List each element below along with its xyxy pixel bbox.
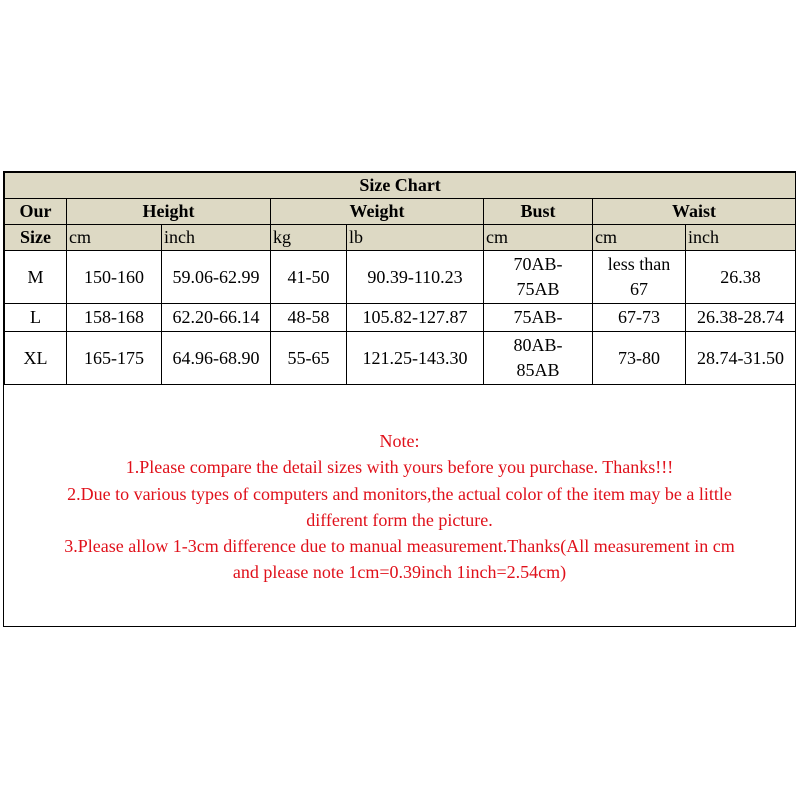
header-size: Size — [5, 225, 67, 251]
waist-cm-value: 73-80 — [593, 332, 686, 385]
size-chart-table — [4, 172, 796, 385]
bust-value — [484, 332, 593, 385]
size-label: L — [5, 304, 67, 332]
note-heading: Note: — [379, 431, 420, 451]
notes-block — [4, 428, 795, 586]
waist-cm-value-line: 67 — [630, 279, 648, 299]
note-line-5: and please note 1cm=0.39inch 1inch=2.54cm) — [232, 562, 567, 583]
unit-waist-cm: cm — [593, 225, 686, 251]
bust-value-line: 80AB- — [513, 335, 563, 355]
weight-lb-value: 105.82-127.87 — [347, 304, 484, 332]
unit-weight-lb: lb — [347, 225, 484, 251]
table-row — [5, 251, 796, 304]
waist-inch-value: 26.38-28.74 — [686, 304, 796, 332]
height-inch-value: 62.20-66.14 — [162, 304, 271, 332]
waist-cm-value-line: less than — [607, 254, 671, 274]
height-inch-value: 59.06-62.99 — [162, 251, 271, 304]
unit-bust-cm: cm — [484, 225, 593, 251]
weight-lb-value: 121.25-143.30 — [347, 332, 484, 385]
size-chart-sheet — [3, 171, 796, 627]
weight-kg-value: 55-65 — [271, 332, 347, 385]
header-row — [5, 199, 796, 225]
table-row — [5, 332, 796, 385]
height-cm-value: 150-160 — [67, 251, 162, 304]
note-line-4: 3.Please allow 1-3cm difference due to manual measurement.Thanks(All measurement in cm — [64, 536, 735, 557]
header-waist: Waist — [593, 199, 796, 225]
note-line-2: 2.Due to various types of computers and monitors,the actual color of the item may be a little — [67, 483, 732, 504]
unit-weight-kg: kg — [271, 225, 347, 251]
waist-cm-value: 67-73 — [593, 304, 686, 332]
bust-value: 75AB- — [484, 304, 593, 332]
waist-inch-value: 26.38 — [686, 251, 796, 304]
size-label: XL — [5, 332, 67, 385]
note-line-3: different form the picture. — [306, 509, 493, 530]
unit-waist-inch: inch — [686, 225, 796, 251]
unit-height-cm: cm — [67, 225, 162, 251]
bust-value-line: 70AB- — [513, 254, 563, 274]
note-line-1: 1.Please compare the detail sizes with yours before you purchase. Thanks!!! — [125, 457, 674, 478]
header-bust: Bust — [484, 199, 593, 225]
chart-title: Size Chart — [5, 173, 796, 199]
waist-inch-value: 28.74-31.50 — [686, 332, 796, 385]
header-height: Height — [67, 199, 271, 225]
height-cm-value: 165-175 — [67, 332, 162, 385]
bust-value-line: 85AB — [516, 360, 560, 380]
title-row — [5, 173, 796, 199]
bust-value-line: 75AB — [516, 279, 560, 299]
size-label: M — [5, 251, 67, 304]
weight-kg-value: 41-50 — [271, 251, 347, 304]
height-cm-value: 158-168 — [67, 304, 162, 332]
weight-lb-value: 90.39-110.23 — [347, 251, 484, 304]
waist-cm-value — [593, 251, 686, 304]
weight-kg-value: 48-58 — [271, 304, 347, 332]
header-our: Our — [5, 199, 67, 225]
header-weight: Weight — [271, 199, 484, 225]
unit-row — [5, 225, 796, 251]
unit-height-inch: inch — [162, 225, 271, 251]
table-row — [5, 304, 796, 332]
height-inch-value: 64.96-68.90 — [162, 332, 271, 385]
bust-value — [484, 251, 593, 304]
